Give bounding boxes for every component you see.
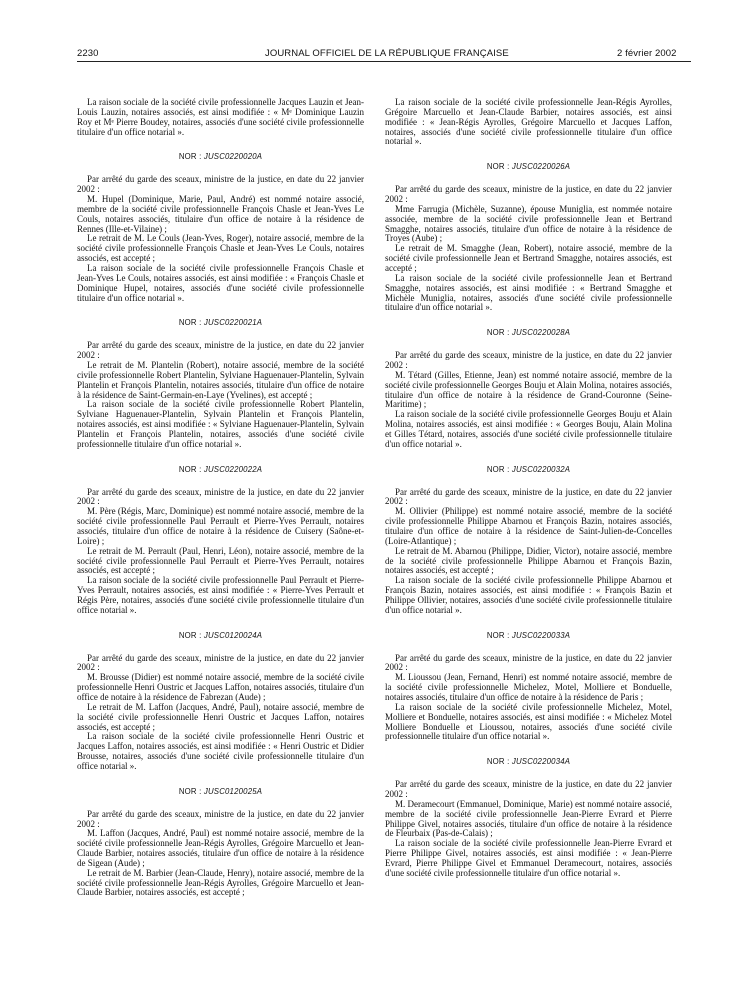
paragraph: Par arrêté du garde des sceaux, ministre de la justice, en date du 22 janvier 2002 : (385, 486, 672, 507)
nor-reference (385, 631, 672, 640)
page-header (0, 0, 748, 60)
nor-code: JUSC0220028A (511, 328, 571, 338)
paragraph: Le retrait de M. Plantelin (Robert), notaire associé, membre de la société civile professionnelle Robert Plantelin, Sylviane Haguenauer-Plantelin, Sylvain Plantelin et François Plantelin, notaires associés, titulaire d'un office de notaire à la résidence de Saint-Germain-en-Laye (Yvelines), est accepté ; (77, 360, 364, 400)
nor-reference (77, 465, 364, 474)
journal-title: JOURNAL OFFICIEL DE LA RÉPUBLIQUE FRANÇAISE (265, 48, 509, 59)
nor-label: NOR : (486, 464, 510, 474)
nor-label: NOR : (178, 152, 202, 162)
nor-code: JUSC0220033A (511, 630, 571, 640)
paragraph: Par arrêté du garde des sceaux, ministre de la justice, en date du 22 janvier 2002 : (385, 779, 672, 800)
nor-reference (77, 787, 364, 796)
paragraph: M. Hupel (Dominique, Marie, Paul, André) est nommé notaire associé, membre de la société civile professionnelle François Chasle et Jean-Yves Le Couls, notaires associés, titulaire d'un office de notaire à la résidence de Rennes (Ille-et-Vilaine) ; (77, 194, 364, 234)
paragraph: M. Brousse (Didier) est nommé notaire associé, membre de la société civile professionnelle Henri Oustric et Jacques Laffon, notaires associés, titulaire d'un office de notaire à la résidence de Fabrezan (Aude) ; (77, 672, 364, 702)
paragraph: Par arrêté du garde des sceaux, ministre de la justice, en date du 22 janvier 2002 : (77, 652, 364, 673)
nor-label: NOR : (486, 630, 510, 640)
nor-code: JUSC0220020A (203, 152, 263, 162)
paragraph: Par arrêté du garde des sceaux, ministre de la justice, en date du 22 janvier 2002 : (385, 350, 672, 371)
paragraph: Le retrait de M. Barbier (Jean-Claude, Henry), notaire associé, membre de la société civile professionnelle Jean-Régis Ayrolles, Grégoire Marcuello et Jean-Claude Barbier, notaires associés, est accepté ; (77, 867, 364, 898)
paragraph: Par arrêté du garde des sceaux, ministre de la justice, en date du 22 janvier 2002 : (385, 652, 672, 673)
paragraph: M. Tétard (Gilles, Etienne, Jean) est nommé notaire associé, membre de la société civile professionnelle Georges Bouju et Alain Molina, notaires associés, titulaire d'un office de notaire à la résidence de Grand-Couronne (Seine-Maritime) ; (385, 369, 672, 410)
nor-reference (385, 757, 672, 766)
paragraph: La raison sociale de la société civile professionnelle Jean et Bertrand Smagghe, notaires associés, est ainsi modifiée : « Bertrand Smagghe et Michèle Muniglia, notaires, associés d'une société civile professionnelle titulaire d'un office notarial ». (385, 272, 672, 313)
right-column (385, 98, 672, 879)
paragraph: La raison sociale de la société civile professionnelle Georges Bouju et Alain Molina, notaires associés, est ainsi modifiée : « Georges Bouju, Alain Molina et Gilles Tétard, notaires, associés d'une société civile professionnelle titulaire d'un office notarial ». (385, 409, 672, 449)
paragraph: La raison sociale de la société civile professionnelle Michelez, Motel, Molliere et Bonduelle, notaires associés, est ainsi modifiée : « Michelez Motel Molliere Bonduelle et Lioussou, notaires, associés d'une société civile professionnelle titulaire d'un office notarial ». (385, 701, 672, 742)
nor-code: JUSC0220022A (203, 464, 263, 474)
nor-label: NOR : (178, 318, 202, 328)
paragraph: La raison sociale de la société civile professionnelle François Chasle et Jean-Yves Le Couls, notaires associés, est ainsi modifiée : « François Chasle et Dominique Hupel, notaires, associés d'une société civile professionnelle titulaire d'un office notarial ». (77, 262, 364, 303)
paragraph: Par arrêté du garde des sceaux, ministre de la justice, en date du 22 janvier 2002 : (385, 184, 672, 205)
nor-reference (77, 631, 364, 640)
paragraph: Le retrait de M. Smagghe (Jean, Robert), notaire associé, membre de la société civile professionnelle Jean et Bertrand Smagghe, notaires associés, est accepté ; (385, 243, 672, 273)
nor-reference (77, 318, 364, 327)
nor-reference (385, 328, 672, 337)
paragraph: La raison sociale de la société civile professionnelle Henri Oustric et Jacques Laffon, notaires associés, est ainsi modifiée : « Henri Oustric et Didier Brousse, notaires, associés d'une société civile professionnelle titulaire d'un office notarial ». (77, 731, 364, 771)
paragraph: La raison sociale de la société civile professionnelle Jean-Pierre Evrard et Pierre Philippe Givel, notaires associés, est ainsi modifiée : « Jean-Pierre Evrard, Pierre Philippe Givel et Emmanuel Deramecourt, notaires, associés d'une société civile professionnelle titulaire d'un office notarial ». (385, 838, 672, 878)
nor-label: NOR : (178, 786, 202, 796)
paragraph: Par arrêté du garde des sceaux, ministre de la justice, en date du 22 janvier 2002 : (77, 486, 364, 507)
nor-code: JUSC0120024A (203, 630, 263, 640)
left-column (77, 98, 364, 898)
nor-label: NOR : (178, 630, 202, 640)
nor-code: JUSC0220034A (511, 757, 571, 767)
nor-reference (385, 162, 672, 171)
paragraph: La raison sociale de la société civile professionnelle Jacques Lauzin et Jean-Louis Lauzin, notaires associés, est ainsi modifiée : « Mᵉ Dominique Lauzin Roy et Mᵉ Pierre Boudey, notaires, associés d'une société civile professionnelle titulaire d'un office notarial ». (77, 97, 364, 137)
paragraph: M. Père (Régis, Marc, Dominique) est nommé notaire associé, membre de la société civile professionnelle Paul Perrault et Pierre-Yves Perrault, notaires associés, titulaire d'un office de notaire à la résidence de Cuisery (Saône-et-Loire) ; (77, 506, 364, 546)
paragraph: Par arrêté du garde des sceaux, ministre de la justice, en date du 22 janvier 2002 : (77, 340, 364, 361)
paragraph: M. Lioussou (Jean, Fernand, Henri) est nommé notaire associé, membre de la société civile professionnelle Michelez, Motel, Molliere et Bonduelle, notaires associés, titulaire d'un office de notaire à la résidence de Paris ; (385, 672, 672, 702)
nor-label: NOR : (178, 464, 202, 474)
nor-reference (385, 465, 672, 474)
paragraph: M. Deramecourt (Emmanuel, Dominique, Marie) est nommé notaire associé, membre de la société civile professionnelle Jean-Pierre Evrard et Pierre Philippe Givel, notaires associés, titulaire d'un office de notaire à la résidence de Fleurbaix (Pas-de-Calais) ; (385, 798, 672, 839)
paragraph: Le retrait de M. Le Couls (Jean-Yves, Roger), notaire associé, membre de la société civile professionnelle François Chasle et Jean-Yves Le Couls, notaires associés, est accepté ; (77, 233, 364, 264)
nor-reference (77, 152, 364, 161)
paragraph: La raison sociale de la société civile professionnelle Philippe Abarnou et François Bazin, notaires associés, est ainsi modifiée : « François Bazin et Philippe Ollivier, notaires, associés d'une société civile professionnelle titulaire d'un office notarial ». (385, 575, 672, 615)
paragraph: Par arrêté du garde des sceaux, ministre de la justice, en date du 22 janvier 2002 : (77, 808, 364, 829)
nor-code: JUSC0220021A (203, 318, 263, 328)
paragraph: Par arrêté du garde des sceaux, ministre de la justice, en date du 22 janvier 2002 : (77, 174, 364, 195)
nor-code: JUSC0220032A (511, 464, 571, 474)
paragraph: La raison sociale de la société civile professionnelle Robert Plantelin, Sylviane Haguenauer-Plantelin, Sylvain Plantelin et François Plantelin, notaires associés, est ainsi modifiée : « Sylviane Haguenauer-Plantelin, Sylvain Plantelin et François Plantelin, notaires, associés d'une société civile professionnelle titulaire d'un office notarial ». (77, 399, 364, 449)
nor-label: NOR : (486, 162, 510, 172)
paragraph: La raison sociale de la société civile professionnelle Jean-Régis Ayrolles, Grégoire Marcuello et Jean-Claude Barbier, notaires associés, est ainsi modifiée : « Jean-Régis Ayrolles, Grégoire Marcuello et Jacques Laffon, notaires, associés d'une société civile professionnelle titulaire d'un office notarial ». (385, 97, 672, 147)
page-number: 2230 (77, 48, 99, 59)
paragraph: Le retrait de M. Abarnou (Philippe, Didier, Victor), notaire associé, membre de la société civile professionnelle Philippe Abarnou et François Bazin, notaires associés, est accepté ; (385, 545, 672, 576)
nor-code: JUSC0220026A (511, 162, 571, 172)
paragraph: Mme Farrugia (Michèle, Suzanne), épouse Muniglia, est nommée notaire associée, membre de la société civile professionnelle Jean et Bertrand Smagghe, notaires associés, titulaire d'un office de notaire à la résidence de Troyes (Aube) ; (385, 203, 672, 244)
nor-label: NOR : (486, 328, 510, 338)
paragraph: La raison sociale de la société civile professionnelle Paul Perrault et Pierre-Yves Perrault, notaires associés, est ainsi modifiée : « Pierre-Yves Perrault et Régis Père, notaires, associés d'une société civile professionnelle titulaire d'un office notarial ». (77, 575, 364, 615)
nor-label: NOR : (486, 757, 510, 767)
paragraph: M. Laffon (Jacques, André, Paul) est nommé notaire associé, membre de la société civile professionnelle Jean-Régis Ayrolles, Grégoire Marcuello et Jean-Claude Barbier, notaires associés, titulaire d'un office de notaire à la résidence de Sigean (Aude) ; (77, 828, 364, 868)
paragraph: Le retrait de M. Laffon (Jacques, André, Paul), notaire associé, membre de la société civile professionnelle Henri Oustric et Jacques Laffon, notaires associés, est accepté ; (77, 701, 364, 732)
nor-code: JUSC0120025A (203, 786, 263, 796)
issue-date: 2 février 2002 (617, 48, 677, 59)
header-rule (77, 61, 691, 62)
paragraph: Le retrait de M. Perrault (Paul, Henri, Léon), notaire associé, membre de la société civile professionnelle Paul Perrault et Pierre-Yves Perrault, notaires associés, est accepté ; (77, 545, 364, 576)
paragraph: M. Ollivier (Philippe) est nommé notaire associé, membre de la société civile professionnelle Philippe Abarnou et François Bazin, notaires associés, titulaire d'un office de notaire à la résidence de Saint-Julien-de-Concelles (Loire-Atlantique) ; (385, 506, 672, 546)
